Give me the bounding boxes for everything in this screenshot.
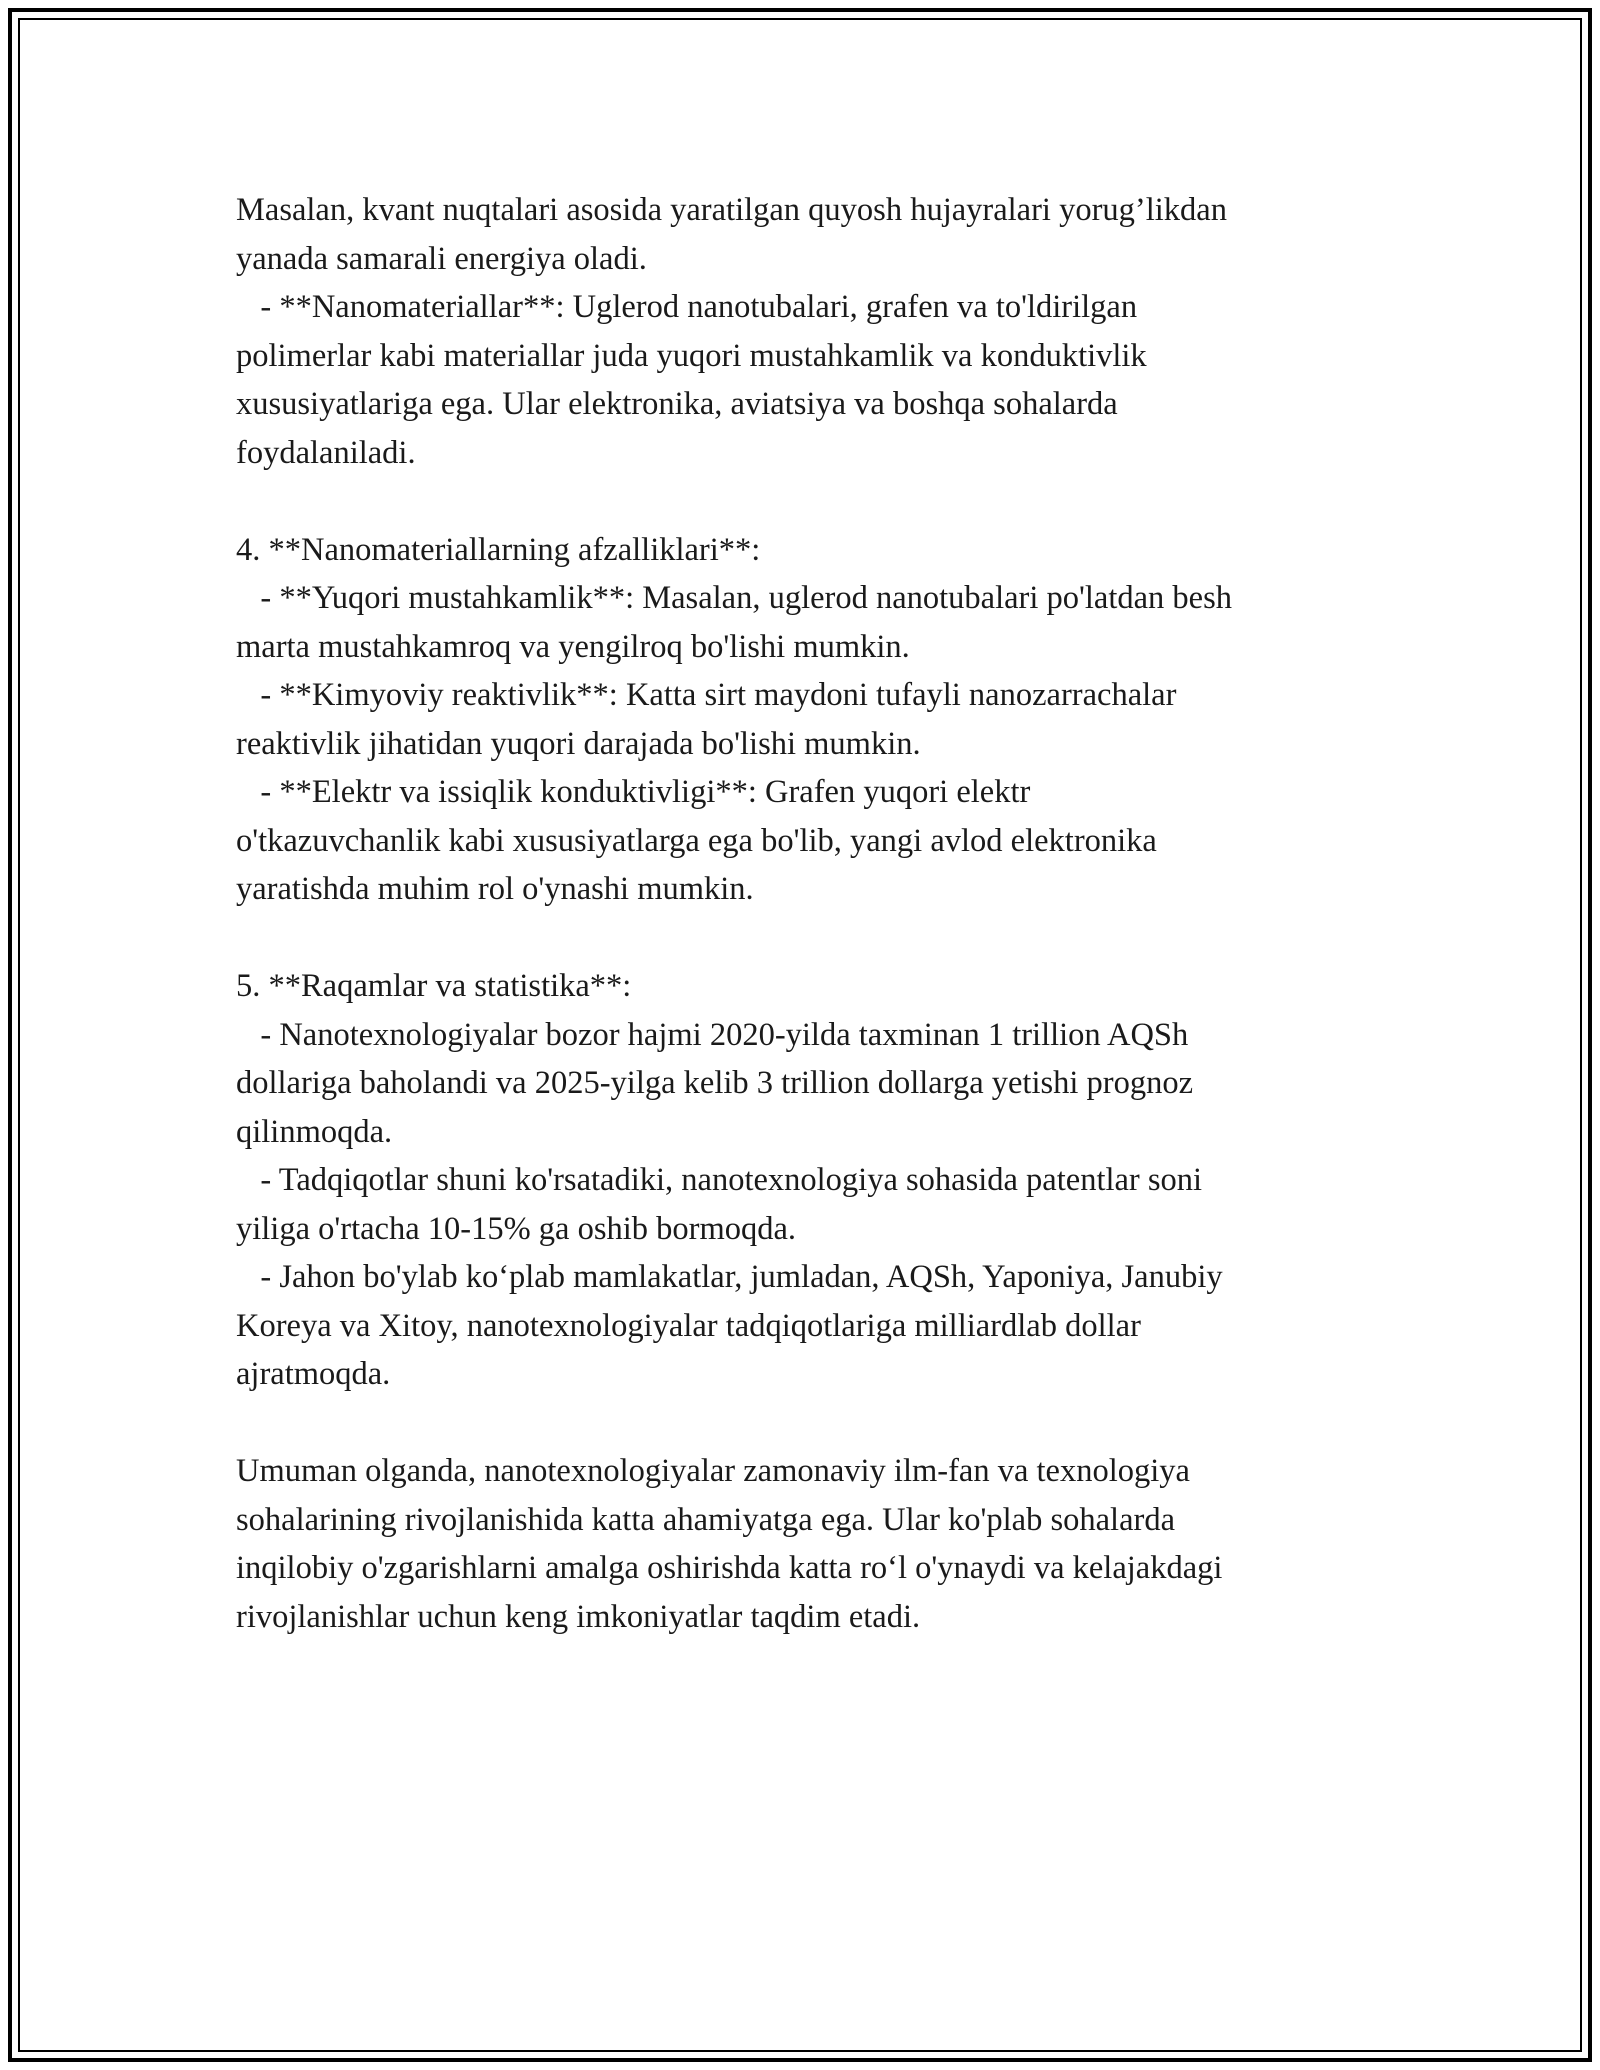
section-4: [236, 526, 1406, 914]
section-5-item-2: [236, 1156, 1406, 1253]
text-line: o'tkazuvchanlik kabi xususiyatlarga ega bo'lib, yangi avlod elektronika: [236, 822, 1157, 859]
section-4-item-3: [236, 768, 1406, 914]
text-line: yaratishda muhim rol o'ynashi mumkin.: [236, 871, 754, 907]
text-line: - **Elektr va issiqlik konduktivligi**: Grafen yuqori elektr: [236, 774, 1031, 810]
conclusion-paragraph: [236, 1447, 1406, 1641]
text-line: - Jahon bo'ylab ko‘plab mamlakatlar, jumladan, AQSh, Yaponiya, Janubiy: [236, 1259, 1223, 1295]
paragraph-gap: [236, 1399, 1406, 1448]
text-line: - **Yuqori mustahkamlik**: Masalan, uglerod nanotubalari po'latdan besh: [236, 580, 1232, 616]
section-heading: 4. **Nanomateriallarning afzalliklari**:: [236, 531, 761, 568]
paragraph-gap: [236, 477, 1406, 526]
text-line: Koreya va Xitoy, nanotexnologiyalar tadqiqotlariga milliardlab dollar: [236, 1307, 1141, 1344]
text-line: qilinmoqda.: [236, 1113, 393, 1150]
text-line: Masalan, kvant nuqtalari asosida yaratilgan quyosh hujayralari yorug’likdan: [236, 192, 1227, 228]
intro-paragraph: [236, 186, 1406, 283]
section-heading: 5. **Raqamlar va statistika**:: [236, 968, 632, 1004]
section-5: [236, 962, 1406, 1399]
text-line: inqilobiy o'zgarishlarni amalga oshirishda katta ro‘l o'ynaydi va kelajakdagi: [236, 1550, 1223, 1586]
text-line: sohalarining rivojlanishida katta ahamiyatga ega. Ular ko'plab sohalarda: [236, 1501, 1176, 1538]
text-line: ajratmoqda.: [236, 1356, 391, 1392]
section-4-item-2: [236, 671, 1406, 768]
paragraph-gap: [236, 914, 1406, 963]
text-line: dollariga baholandi va 2025-yilga kelib 3 trillion dollarga yetishi prognoz: [236, 1065, 1194, 1101]
text-line: - Nanotexnologiyalar bozor hajmi 2020-yilda taxminan 1 trillion AQSh: [236, 1016, 1189, 1053]
text-line: - **Kimyoviy reaktivlik**: Katta sirt maydoni tufayli nanozarrachalar: [236, 677, 1177, 713]
text-line: Umuman olganda, nanotexnologiyalar zamonaviy ilm-fan va texnologiya: [236, 1453, 1190, 1489]
text-line: yanada samarali energiya oladi.: [236, 240, 647, 277]
text-line: marta mustahkamroq va yengilroq bo'lishi mumkin.: [236, 628, 910, 665]
text-line: yiliga o'rtacha 10-15% ga oshib bormoqda.: [236, 1210, 797, 1247]
section-5-item-1: [236, 1011, 1406, 1157]
text-line: polimerlar kabi materiallar juda yuqori mustahkamlik va konduktivlik: [236, 337, 1147, 374]
section-5-item-3: [236, 1253, 1406, 1399]
text-line: foydalaniladi.: [236, 434, 416, 471]
section-4-item-1: [236, 574, 1406, 671]
nanomaterials-list-item: [236, 283, 1406, 477]
document-body: [236, 186, 1406, 1641]
text-line: reaktivlik jihatidan yuqori darajada bo'lishi mumkin.: [236, 725, 921, 762]
text-line: - Tadqiqotlar shuni ko'rsatadiki, nanotexnologiya sohasida patentlar soni: [236, 1162, 1203, 1198]
text-line: xususiyatlariga ega. Ular elektronika, aviatsiya va boshqa sohalarda: [236, 386, 1118, 422]
text-line: rivojlanishlar uchun keng imkoniyatlar taqdim etadi.: [236, 1598, 921, 1635]
text-line: - **Nanomateriallar**: Uglerod nanotubalari, grafen va to'ldirilgan: [236, 289, 1138, 325]
